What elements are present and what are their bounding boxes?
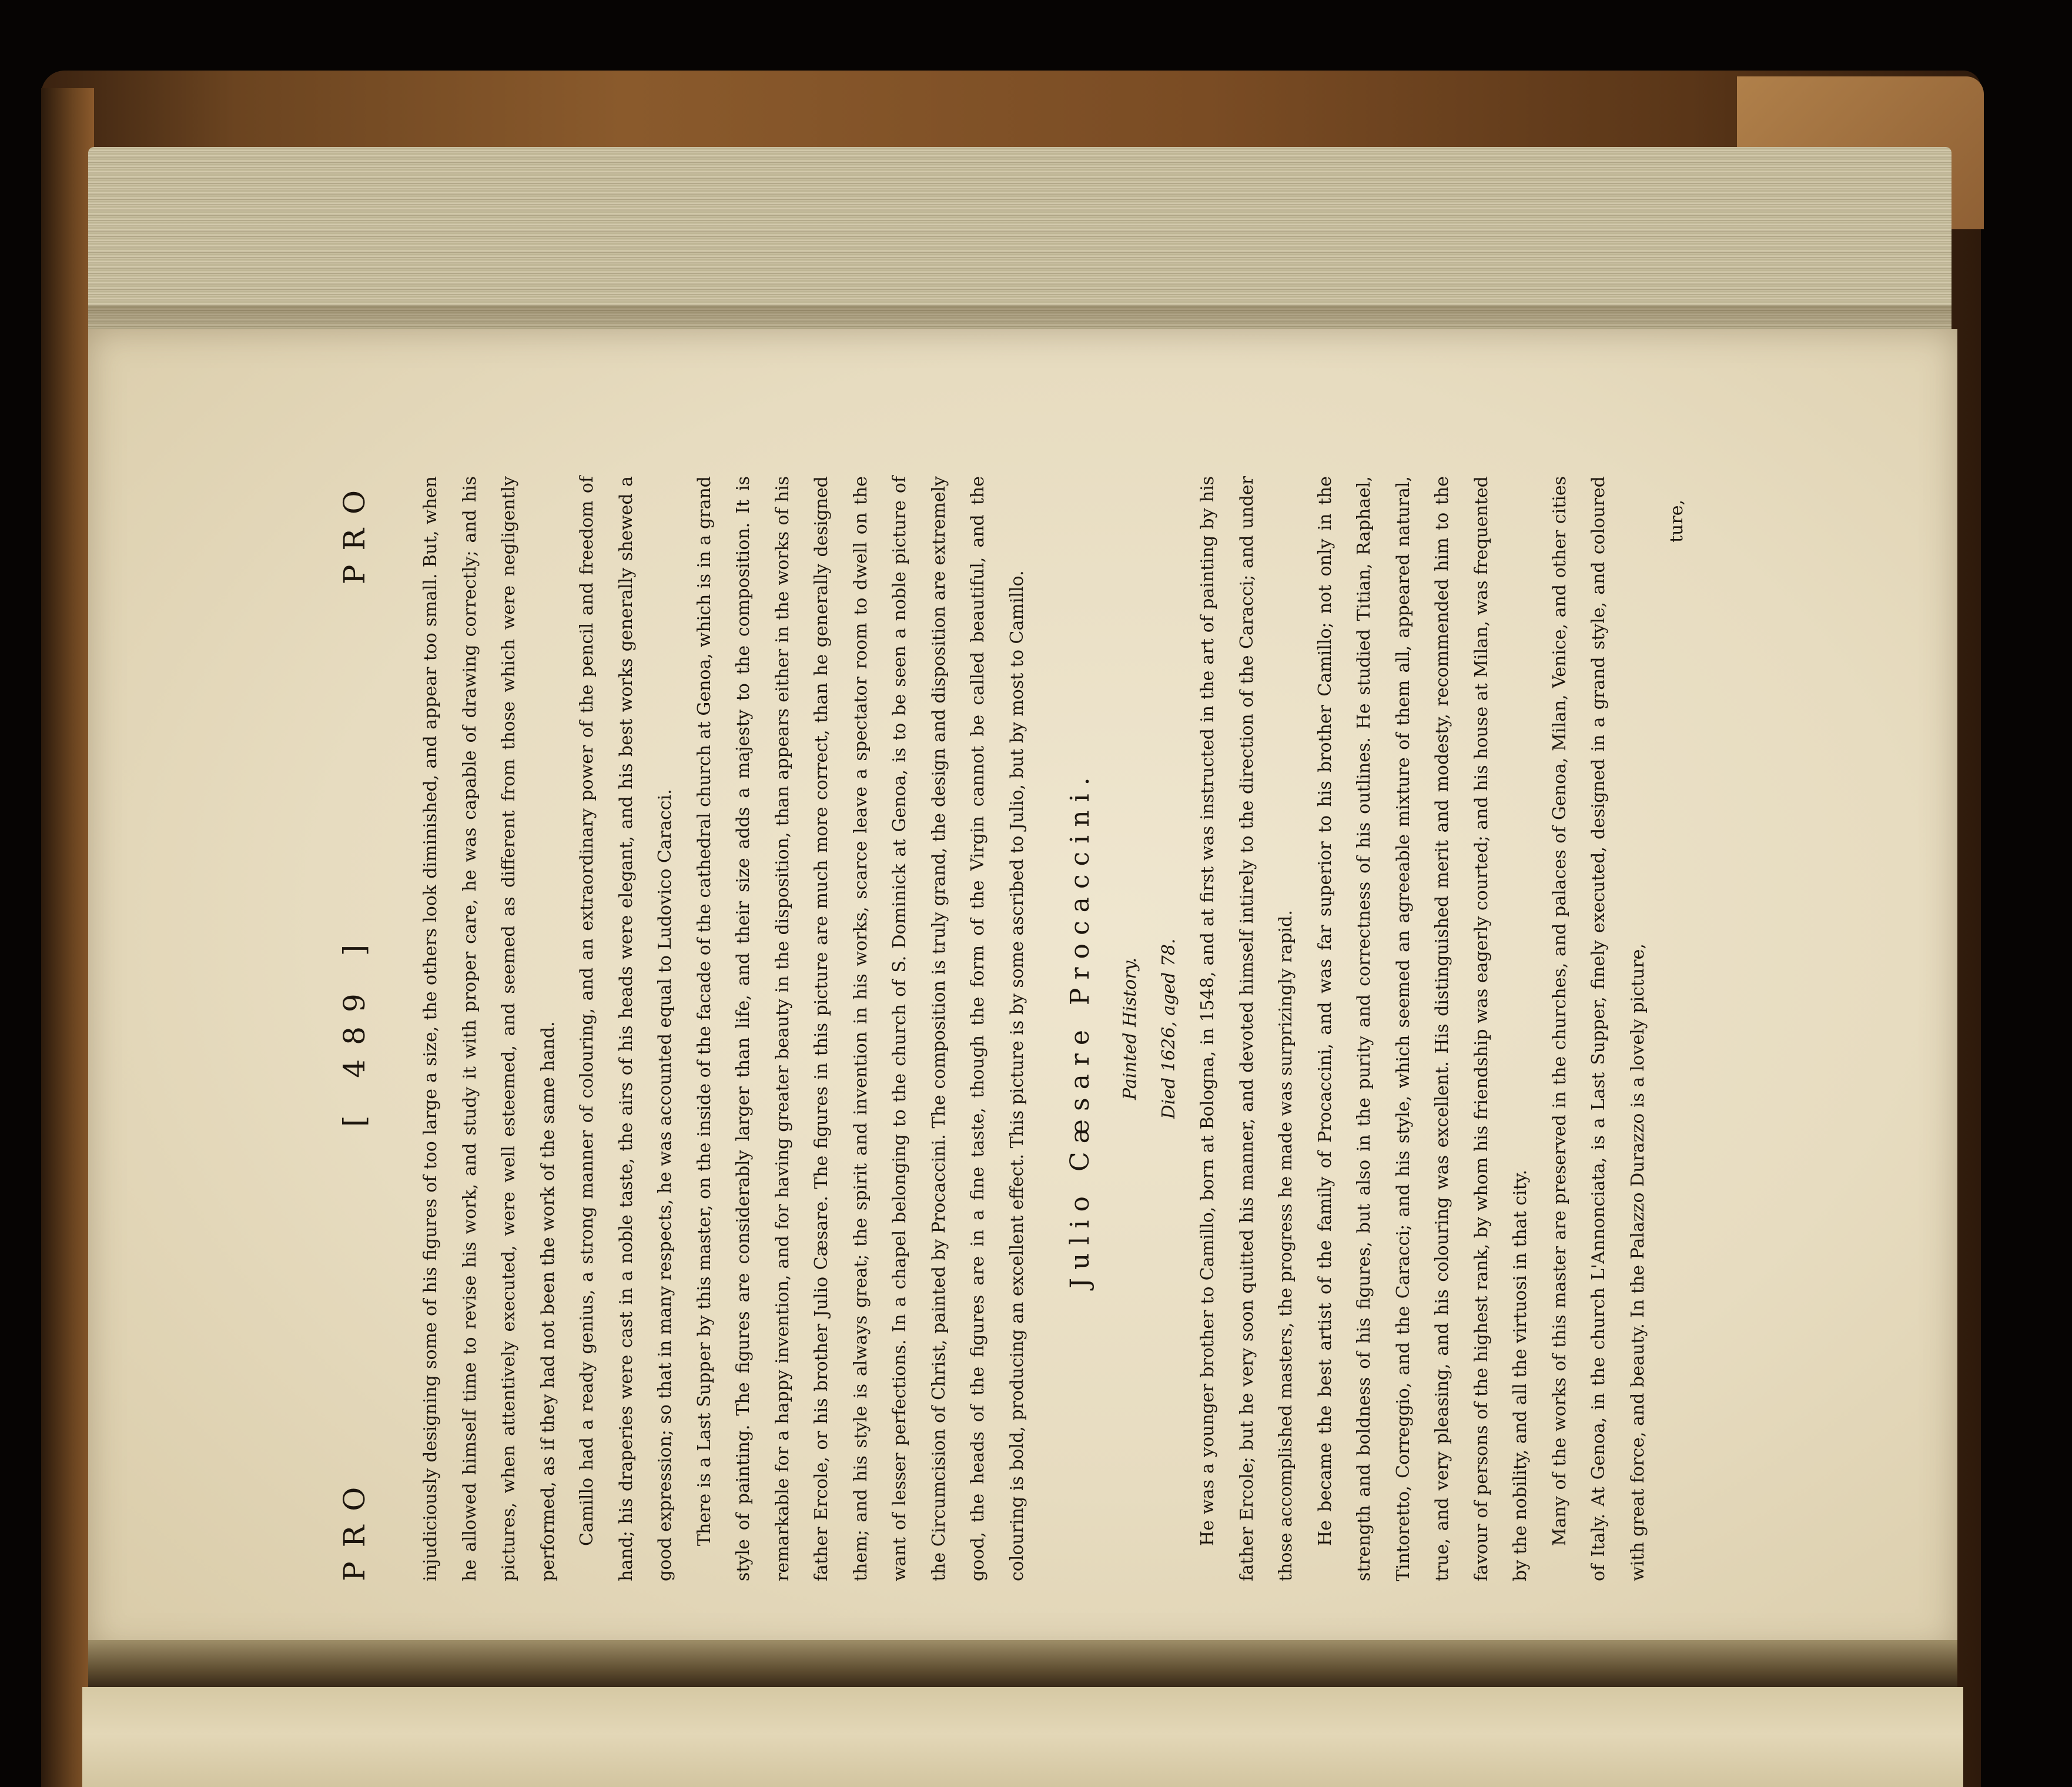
paragraph: He was a younger brother to Camillo, born at Bologna, in 1548, and at first was instructed in the art of painting by his father Ercole; but he very soon quitted his manner, and devoted himself intirely to the direction of the Caracci; and under those accomplished masters, the progress he made was surprizingly rapid.	[1197, 476, 1296, 1581]
facing-page	[82, 1687, 1963, 1787]
page-number: [ 489 ]	[337, 930, 371, 1127]
paragraph: He became the best artist of the family of Procaccini, and was far superior to his brother Camillo; not only in the strength and boldness of his figures, but also in the purity and correctness of his outlines. He studied Titian, Raphael, Tintoretto, Correggio, and the Caracci; and his style, which seemed an agreeable mixture of them all, appeared natural, true, and very pleasing, and his colouring was excellent. His distinguished merit and modesty, recommended him to the favour of persons of the highest rank, by whom his friendship was eagerly courted; and his house at Milan, was frequented by the nobility, and all the virtuosi in that city.	[1314, 476, 1531, 1581]
paragraph: injudiciously designing some of his figures of too large a size, the others look diminished, and appear too small. But, when he allowed himself time to revise his work, and study it with proper care, he was capable of drawing correctly; and his pictures, when attentively executed, were well esteemed, and seemed as different from those which were negligently performed, as if they had not been the work of the same hand.	[420, 476, 558, 1581]
paragraph: There is a Last Supper by this master, on the inside of the facade of the cathedral church at Genoa, which is in a grand style of painting. The figures are considerably larger than life, and their size adds a majesty to the composition. It is remarkable for a happy invention, and for having greater beauty in the disposition, than appears either in the works of his father Ercole, or his brother Julio Cæsare. The figures in this picture are much more correct, than he generally designed them; and his style is always great; the spirit and invention in his works, scarce leave a spectator room to dwell on the want of lesser perfections. In a chapel belonging to the church of S. Dominick at Genoa, is to be seen a noble picture of the Circumcision of Christ, painted by Procaccini. The composition is truly grand, the design and disposition are extremely good, the heads of the figures are in a fine taste, though the form of the Virgin cannot be called beautiful, and the colouring is bold, producing an excellent effect. This picture is by some ascribed to Julio, but by most to Camillo.	[694, 476, 1027, 1581]
catchword: ture,	[1666, 500, 1687, 543]
running-head-left: PRO	[337, 1473, 371, 1581]
paragraph: Many of the works of this master are preserved in the churches, and palaces of Genoa, Milan, Venice, and other cities of Italy. At Genoa, in the church L'Annonciata, is a Last Supper, finely executed, designed in a grand style, and coloured with great force, and beauty. In the Palazzo Durazzo is a lovely picture,	[1549, 476, 1648, 1581]
running-head-right: PRO	[337, 476, 371, 585]
section-dates: Died 1626, aged 78.	[1159, 938, 1179, 1119]
paragraph: Camillo had a ready genius, a strong manner of colouring, and an extraordinary power of the pencil and freedom of hand; his draperies were cast in a noble taste, the airs of his heads were elegant, and his best works generally shewed a good expression; so that in many respects, he was accounted equal to Ludovico Caracci.	[577, 476, 675, 1581]
section-subheading: Painted History.	[1120, 957, 1140, 1100]
section-heading: Julio Cæsare Procaccini.	[1065, 769, 1095, 1289]
book-spine-edge	[41, 88, 94, 1787]
running-head	[335, 476, 400, 1581]
page-text-block	[88, 329, 1957, 1652]
